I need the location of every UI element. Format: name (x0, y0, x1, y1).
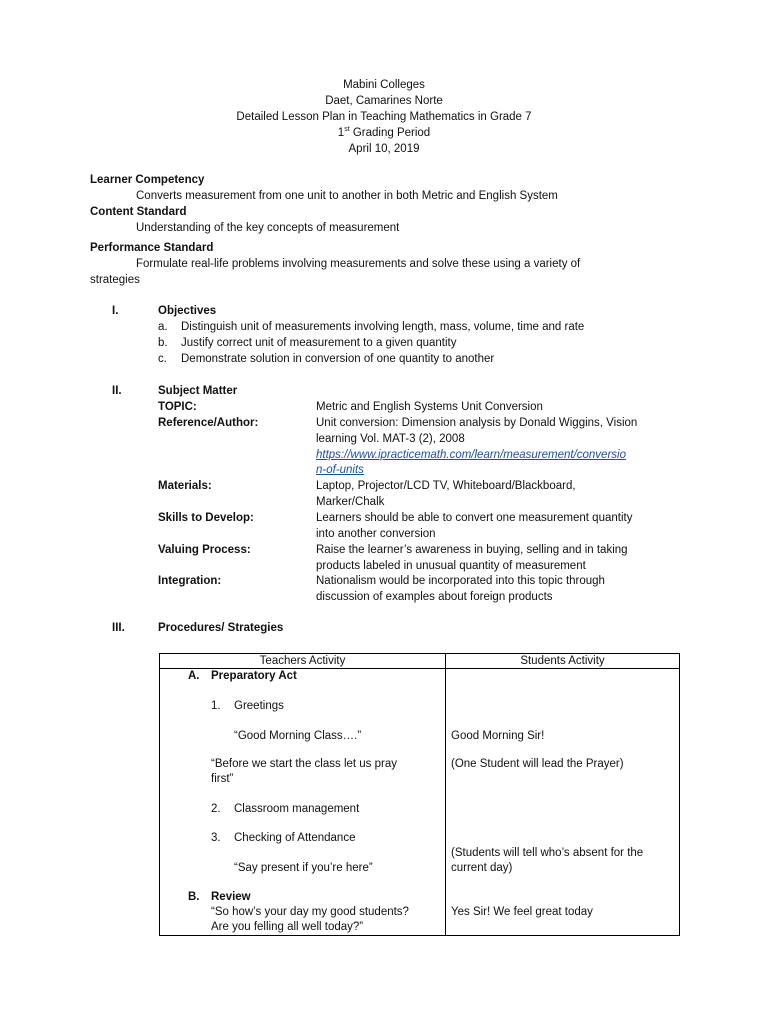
objective-b-letter: b. (158, 337, 168, 349)
reference-value-line1: Unit conversion: Dimension analysis by Donald Wiggins, Vision (316, 417, 638, 429)
review-quote-line1: “So how’s your day my good students? (211, 906, 409, 918)
procedures-table-body-row (160, 669, 680, 936)
objective-c-letter: c. (158, 353, 167, 365)
prayer-reply: (One Student will lead the Prayer) (451, 758, 624, 770)
review-quote-line2: Are you felling all well today?” (211, 921, 364, 933)
classroom-management-label: Classroom management (234, 803, 360, 815)
grading-number: 1 (337, 127, 345, 139)
greetings-quote: “Good Morning Class….” (234, 730, 362, 742)
attendance-number: 3. (211, 832, 221, 844)
reference-link-line2[interactable]: n-of-units (316, 464, 364, 476)
objective-a-letter: a. (158, 321, 168, 333)
grading-label: Grading Period (349, 127, 431, 139)
greetings-reply: Good Morning Sir! (451, 730, 545, 742)
integration-value-line1: Nationalism would be incorporated into this topic through (316, 575, 605, 587)
content-standard-text: Understanding of the key concepts of measurement (136, 222, 400, 234)
procedures-numeral: III. (112, 622, 125, 634)
skills-value-line2: into another conversion (316, 528, 436, 540)
objective-c-text: Demonstrate solution in conversion of one quantity to another (181, 353, 495, 365)
school-location: Daet, Camarines Norte (325, 95, 443, 107)
topic-value: Metric and English Systems Unit Conversion (316, 401, 543, 413)
review-letter: B. (188, 891, 200, 903)
attendance-quote: “Say present if you’re here” (234, 862, 373, 874)
students-activity-header: Students Activity (446, 654, 680, 669)
objectives-heading: Objectives (158, 305, 217, 317)
skills-label: Skills to Develop: (158, 512, 254, 524)
subject-matter-numeral: II. (112, 385, 122, 397)
attendance-reply-line1: (Students will tell who’s absent for the (451, 847, 644, 859)
preparatory-letter: A. (188, 670, 200, 682)
procedures-heading: Procedures/ Strategies (158, 622, 284, 634)
grading-period (0, 127, 768, 139)
grading-suffix: st (344, 126, 350, 134)
content-standard-label: Content Standard (90, 206, 187, 218)
integration-label: Integration: (158, 575, 222, 587)
topic-label: TOPIC: (158, 401, 197, 413)
lesson-plan-title: Detailed Lesson Plan in Teaching Mathematics in Grade 7 (236, 111, 532, 123)
review-label: Review (211, 891, 251, 903)
skills-value-line1: Learners should be able to convert one measurement quantity (316, 512, 633, 524)
prayer-quote-line1: “Before we start the class let us pray (211, 758, 397, 770)
materials-value-line1: Laptop, Projector/LCD TV, Whiteboard/Blackboard, (316, 480, 576, 492)
greetings-number: 1. (211, 700, 221, 712)
valuing-value-line2: products labeled in unusual quantity of measurement (316, 560, 586, 572)
prayer-quote-line2: first” (211, 773, 234, 785)
materials-label: Materials: (158, 480, 212, 492)
integration-value-line2: discussion of examples about foreign products (316, 591, 553, 603)
teachers-activity-cell (160, 669, 446, 936)
competency-text: Converts measurement from one unit to another in both Metric and English System (136, 190, 558, 202)
students-activity-cell (446, 669, 680, 936)
performance-standard-text-line1: Formulate real-life problems involving measurements and solve these using a variety of (136, 258, 581, 270)
objectives-numeral: I. (112, 305, 119, 317)
competency-label: Learner Competency (90, 174, 205, 186)
classroom-management-number: 2. (211, 803, 221, 815)
preparatory-act-label: Preparatory Act (211, 670, 297, 682)
objective-a-text: Distinguish unit of measurements involving length, mass, volume, time and rate (181, 321, 585, 333)
procedures-table (159, 653, 680, 936)
attendance-reply-line2: current day) (451, 862, 513, 874)
valuing-value-line1: Raise the learner’s awareness in buying, selling and in taking (316, 544, 628, 556)
school-name: Mabini Colleges (343, 79, 425, 91)
performance-standard-label: Performance Standard (90, 242, 214, 254)
greetings-label: Greetings (234, 700, 284, 712)
attendance-label: Checking of Attendance (234, 832, 356, 844)
performance-standard-text-line2: strategies (90, 274, 140, 286)
procedures-table-header-row (160, 654, 680, 669)
subject-matter-heading: Subject Matter (158, 385, 238, 397)
review-reply: Yes Sir! We feel great today (451, 906, 593, 918)
reference-value-line2: learning Vol. MAT-3 (2), 2008 (316, 433, 465, 445)
objective-b-text: Justify correct unit of measurement to a given quantity (181, 337, 457, 349)
reference-label: Reference/Author: (158, 417, 259, 429)
materials-value-line2: Marker/Chalk (316, 496, 385, 508)
valuing-label: Valuing Process: (158, 544, 251, 556)
lesson-date: April 10, 2019 (348, 143, 420, 155)
reference-link-line1[interactable]: https://www.ipracticemath.com/learn/measurement/conversio (316, 449, 626, 461)
teachers-activity-header: Teachers Activity (160, 654, 446, 669)
